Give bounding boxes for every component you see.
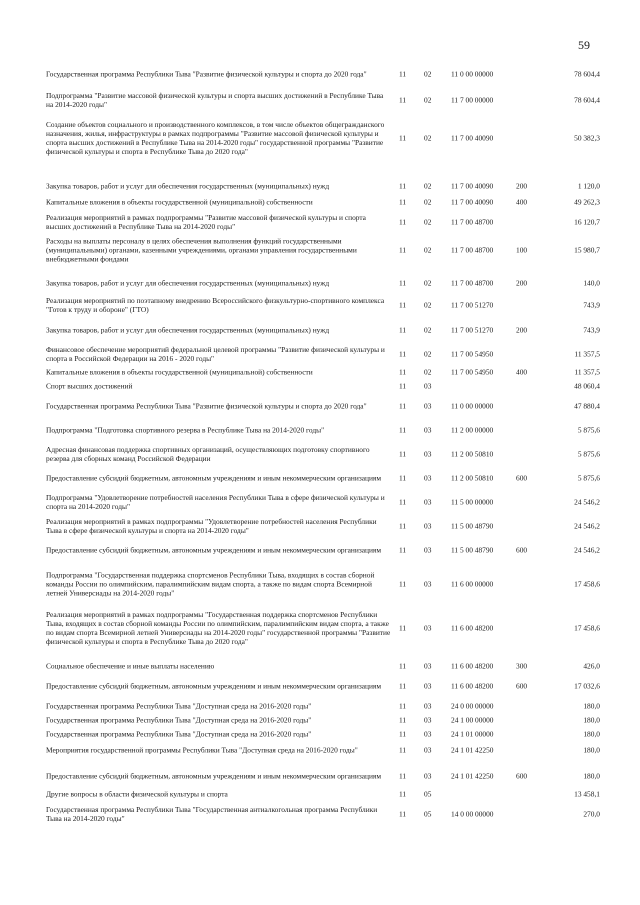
row-expense-type: 200 xyxy=(516,278,528,288)
row-target-article: 11 7 00 40090 xyxy=(451,181,494,191)
row-amount: 743,9 xyxy=(583,300,600,310)
row-expense-type: 200 xyxy=(516,325,528,335)
table-row xyxy=(0,294,640,316)
row-target-article: 11 0 00 00000 xyxy=(451,69,494,79)
table-row xyxy=(0,803,640,825)
row-target-article: 11 6 00 48200 xyxy=(451,623,494,633)
row-amount: 5 875,6 xyxy=(577,473,600,483)
row-amount: 140,0 xyxy=(583,278,600,288)
row-amount: 24 546,2 xyxy=(574,497,600,507)
row-section: 11 xyxy=(399,771,407,781)
row-expense-type: 600 xyxy=(516,681,528,691)
row-subsection: 03 xyxy=(424,579,432,589)
row-expense-type: 300 xyxy=(516,661,528,671)
table-row xyxy=(0,63,640,85)
table-row xyxy=(0,660,640,672)
row-subsection: 02 xyxy=(424,217,432,227)
row-name: Закупка товаров, работ и услуг для обеспечения государственных (муниципальных) нужд xyxy=(46,325,330,335)
row-amount: 180,0 xyxy=(583,701,600,711)
row-name: Подпрограмма "Развитие массовой физической культуры и спорта высших достижений в Республике Тыва на 2014-2020 годы" xyxy=(46,91,384,109)
row-subsection: 02 xyxy=(424,367,432,377)
row-target-article: 11 7 00 48700 xyxy=(451,217,494,227)
row-amount: 180,0 xyxy=(583,771,600,781)
row-target-article: 24 1 01 00000 xyxy=(451,729,494,739)
row-amount: 47 880,4 xyxy=(574,401,600,411)
row-target-article: 11 6 00 48200 xyxy=(451,661,494,671)
row-name: Закупка товаров, работ и услуг для обеспечения государственных (муниципальных) нужд xyxy=(46,181,330,191)
row-amount: 16 120,7 xyxy=(574,217,600,227)
row-target-article: 11 7 00 54950 xyxy=(451,349,494,359)
row-amount: 180,0 xyxy=(583,729,600,739)
row-name: Другие вопросы в области физической культуры и спорта xyxy=(46,789,228,799)
row-section: 11 xyxy=(399,701,407,711)
row-amount: 78 604,4 xyxy=(574,95,600,105)
table-row xyxy=(0,211,640,233)
row-target-article: 11 7 00 48700 xyxy=(451,278,494,288)
row-amount: 49 262,3 xyxy=(574,197,600,207)
table-row xyxy=(0,277,640,289)
table-row xyxy=(0,324,640,336)
table-row xyxy=(0,467,640,489)
row-section: 11 xyxy=(399,809,407,819)
table-row xyxy=(0,443,640,465)
row-amount: 17 458,6 xyxy=(574,623,600,633)
row-section: 11 xyxy=(399,367,407,377)
table-row xyxy=(0,343,640,365)
row-target-article: 11 7 00 00000 xyxy=(451,95,494,105)
row-section: 11 xyxy=(399,133,407,143)
row-subsection: 03 xyxy=(424,521,432,531)
row-subsection: 03 xyxy=(424,771,432,781)
row-subsection: 03 xyxy=(424,449,432,459)
table-row xyxy=(0,566,640,602)
row-amount: 50 382,3 xyxy=(574,133,600,143)
row-amount: 180,0 xyxy=(583,745,600,755)
row-amount: 48 060,4 xyxy=(574,381,600,391)
page-number: 59 xyxy=(578,38,590,52)
row-subsection: 02 xyxy=(424,278,432,288)
table-row xyxy=(0,765,640,787)
row-section: 11 xyxy=(399,579,407,589)
row-subsection: 02 xyxy=(424,69,432,79)
row-subsection: 03 xyxy=(424,401,432,411)
row-amount: 17 458,6 xyxy=(574,579,600,589)
table-row xyxy=(0,366,640,378)
row-name: Закупка товаров, работ и услуг для обеспечения государственных (муниципальных) нужд xyxy=(46,278,330,288)
row-target-article: 11 2 00 50810 xyxy=(451,449,494,459)
row-expense-type: 600 xyxy=(516,473,528,483)
row-target-article: 11 7 00 40090 xyxy=(451,197,494,207)
row-amount: 1 120,0 xyxy=(577,181,600,191)
row-target-article: 11 0 00 00000 xyxy=(451,401,494,411)
row-target-article: 24 0 00 00000 xyxy=(451,701,494,711)
row-name: Подпрограмма "Государственная поддержка спортсменов Республики Тыва, входящих в состав сборной команды России по олимпийским, паралимпийским видам спорта, а также по видам спорта Всемирной летней Универсиады на 2014-2020 годы" xyxy=(46,570,375,598)
row-name: Реализация мероприятий по поэтапному внедрению Всероссийского физкультурно-спортивного комплекса "Готов к труду и обороне" (ГТО) xyxy=(46,296,385,314)
row-target-article: 11 7 00 51270 xyxy=(451,325,494,335)
row-target-article: 11 7 00 51270 xyxy=(451,300,494,310)
row-target-article: 14 0 00 00000 xyxy=(451,809,494,819)
row-target-article: 24 1 00 00000 xyxy=(451,715,494,725)
row-section: 11 xyxy=(399,69,407,79)
row-section: 11 xyxy=(399,325,407,335)
row-section: 11 xyxy=(399,661,407,671)
row-subsection: 03 xyxy=(424,701,432,711)
row-target-article: 11 5 00 48790 xyxy=(451,545,494,555)
row-subsection: 02 xyxy=(424,197,432,207)
row-amount: 270,0 xyxy=(583,809,600,819)
row-target-article: 11 5 00 48790 xyxy=(451,521,494,531)
row-subsection: 02 xyxy=(424,133,432,143)
row-name: Подпрограмма "Подготовка спортивного резерва в Республике Тыва на 2014-2020 годы" xyxy=(46,425,325,435)
row-subsection: 02 xyxy=(424,300,432,310)
row-name: Государственная программа Республики Тыва "Доступная среда на 2016-2020 годы" xyxy=(46,715,312,725)
row-subsection: 02 xyxy=(424,245,432,255)
table-row xyxy=(0,424,640,436)
row-name: Расходы на выплаты персоналу в целях обеспечения выполнения функций государственными (муниципальными) органами, казенными учреждениями, органами управления государственными внебюджетными фондами xyxy=(46,236,357,264)
row-amount: 5 875,6 xyxy=(577,425,600,435)
row-amount: 180,0 xyxy=(583,715,600,725)
row-amount: 78 604,4 xyxy=(574,69,600,79)
row-amount: 11 357,5 xyxy=(574,367,600,377)
row-name: Спорт высших достижений xyxy=(46,381,133,391)
row-subsection: 03 xyxy=(424,681,432,691)
row-target-article: 11 5 00 00000 xyxy=(451,497,494,507)
row-subsection: 03 xyxy=(424,473,432,483)
row-name: Капитальные вложения в объекты государственной (муниципальной) собственности xyxy=(46,197,313,207)
row-section: 11 xyxy=(399,745,407,755)
row-expense-type: 400 xyxy=(516,197,528,207)
table-row xyxy=(0,491,640,513)
row-name: Капитальные вложения в объекты государственной (муниципальной) собственности xyxy=(46,367,313,377)
row-subsection: 03 xyxy=(424,745,432,755)
row-target-article: 11 7 00 48700 xyxy=(451,245,494,255)
table-row xyxy=(0,539,640,561)
row-name: Предоставление субсидий бюджетным, автономным учреждениям и иным некоммерческим организациям xyxy=(46,681,382,691)
row-target-article: 11 2 00 00000 xyxy=(451,425,494,435)
row-section: 11 xyxy=(399,623,407,633)
row-amount: 426,0 xyxy=(583,661,600,671)
row-subsection: 02 xyxy=(424,349,432,359)
row-name: Финансовое обеспечение мероприятий федеральной целевой программы "Развитие физической культуры и спорта в Российской Федерации на 2016 - 2020 годы" xyxy=(46,345,385,363)
row-section: 11 xyxy=(399,245,407,255)
table-row xyxy=(0,233,640,267)
row-expense-type: 200 xyxy=(516,181,528,191)
row-name: Государственная программа Республики Тыва "Доступная среда на 2016-2020 годы" xyxy=(46,729,312,739)
table-row xyxy=(0,675,640,697)
row-subsection: 05 xyxy=(424,809,432,819)
row-subsection: 02 xyxy=(424,325,432,335)
row-name: Социальное обеспечение и иные выплаты населению xyxy=(46,661,215,671)
row-expense-type: 400 xyxy=(516,367,528,377)
row-subsection: 03 xyxy=(424,715,432,725)
row-section: 11 xyxy=(399,197,407,207)
row-expense-type: 600 xyxy=(516,545,528,555)
row-subsection: 05 xyxy=(424,789,432,799)
row-section: 11 xyxy=(399,715,407,725)
row-section: 11 xyxy=(399,729,407,739)
row-section: 11 xyxy=(399,381,407,391)
table-row xyxy=(0,380,640,392)
row-subsection: 03 xyxy=(424,381,432,391)
table-row xyxy=(0,395,640,417)
row-section: 11 xyxy=(399,401,407,411)
row-name: Государственная программа Республики Тыва "Доступная среда на 2016-2020 годы" xyxy=(46,701,312,711)
row-name: Подпрограмма "Удовлетворение потребностей населения Республики Тыва в сфере физической культуры и спорта на 2014-2020 годы" xyxy=(46,493,385,511)
row-subsection: 03 xyxy=(424,623,432,633)
table-row xyxy=(0,739,640,761)
table-row xyxy=(0,89,640,111)
table-row xyxy=(0,788,640,800)
row-expense-type: 100 xyxy=(516,245,528,255)
row-target-article: 11 7 00 40090 xyxy=(451,133,494,143)
row-target-article: 11 2 00 50810 xyxy=(451,473,494,483)
row-section: 11 xyxy=(399,521,407,531)
row-amount: 5 875,6 xyxy=(577,449,600,459)
row-subsection: 02 xyxy=(424,95,432,105)
row-section: 11 xyxy=(399,497,407,507)
row-name: Реализация мероприятий в рамках подпрограммы "Развитие массовой физической культуры и спорта высших достижений в Республике Тыва на 2014-2020 годы" xyxy=(46,213,366,231)
row-subsection: 03 xyxy=(424,497,432,507)
table-row xyxy=(0,196,640,208)
row-section: 11 xyxy=(399,95,407,105)
row-name: Государственная программа Республики Тыва "Государственная антиалкогольная программа Республики Тыва на 2014-2020 годы" xyxy=(46,805,378,823)
row-amount: 24 546,2 xyxy=(574,521,600,531)
row-target-article: 24 1 01 42250 xyxy=(451,771,494,781)
row-amount: 743,9 xyxy=(583,325,600,335)
table-row xyxy=(0,113,640,163)
row-name: Предоставление субсидий бюджетным, автономным учреждениям и иным некоммерческим организациям xyxy=(46,545,382,555)
row-target-article: 24 1 01 42250 xyxy=(451,745,494,755)
table-row xyxy=(0,714,640,726)
row-amount: 11 357,5 xyxy=(574,349,600,359)
row-section: 11 xyxy=(399,425,407,435)
row-section: 11 xyxy=(399,349,407,359)
row-name: Реализация мероприятий в рамках подпрограммы "Удовлетворение потребностей населения Республики Тыва в сфере физической культуры и спорта на 2014-2020 годы" xyxy=(46,517,377,535)
row-amount: 24 546,2 xyxy=(574,545,600,555)
row-amount: 17 032,6 xyxy=(574,681,600,691)
row-subsection: 03 xyxy=(424,425,432,435)
row-name: Предоставление субсидий бюджетным, автономным учреждениям и иным некоммерческим организациям xyxy=(46,473,382,483)
row-section: 11 xyxy=(399,300,407,310)
row-target-article: 11 7 00 54950 xyxy=(451,367,494,377)
row-section: 11 xyxy=(399,789,407,799)
row-target-article: 11 6 00 00000 xyxy=(451,579,494,589)
row-name: Реализация мероприятий в рамках подпрограммы "Государственная поддержка спортсменов Республики Тыва, входящих в состав сборной команды России по олимпийским, паралимпийским видам спорта, а также по видам спорта Всемирной летней Универсиады на 2014-2020 годы" государственной программы "Развитие физической культуры и спорта в Республике Тыва до 2020 года" xyxy=(46,610,391,646)
row-name: Государственная программа Республики Тыва "Развитие физической культуры и спорта до 2020 года" xyxy=(46,69,367,79)
row-amount: 15 980,7 xyxy=(574,245,600,255)
row-name: Мероприятия государственной программы Республики Тыва "Доступная среда на 2016-2020 годы" xyxy=(46,745,358,755)
row-name: Предоставление субсидий бюджетным, автономным учреждениям и иным некоммерческим организациям xyxy=(46,771,382,781)
row-subsection: 03 xyxy=(424,661,432,671)
row-name: Создание объектов социального и производственного комплексов, в том числе объектов общегражданского назначения, жилья, инфраструктуры в рамках подпрограммы "Развитие массовой физической культуры и спорта высших достижений в Республике Тыва на 2014-2020 годы" государственной программы "Развитие физической культуры и спорта в Республике Тыва до 2020 года" xyxy=(46,120,385,156)
table-row xyxy=(0,603,640,653)
row-section: 11 xyxy=(399,217,407,227)
row-subsection: 03 xyxy=(424,729,432,739)
row-target-article: 11 6 00 48200 xyxy=(451,681,494,691)
row-subsection: 03 xyxy=(424,545,432,555)
table-row xyxy=(0,700,640,712)
row-subsection: 02 xyxy=(424,181,432,191)
row-section: 11 xyxy=(399,278,407,288)
row-section: 11 xyxy=(399,473,407,483)
row-section: 11 xyxy=(399,181,407,191)
row-section: 11 xyxy=(399,545,407,555)
row-section: 11 xyxy=(399,449,407,459)
table-row xyxy=(0,180,640,192)
row-name: Государственная программа Республики Тыва "Развитие физической культуры и спорта до 2020 года" xyxy=(46,401,367,411)
row-name: Адресная финансовая поддержка спортивных организаций, осуществляющих подготовку спортивного резерва для сборных команд Российской Федерации xyxy=(46,445,370,463)
row-section: 11 xyxy=(399,681,407,691)
row-amount: 13 458,1 xyxy=(574,789,600,799)
row-expense-type: 600 xyxy=(516,771,528,781)
table-row xyxy=(0,515,640,537)
